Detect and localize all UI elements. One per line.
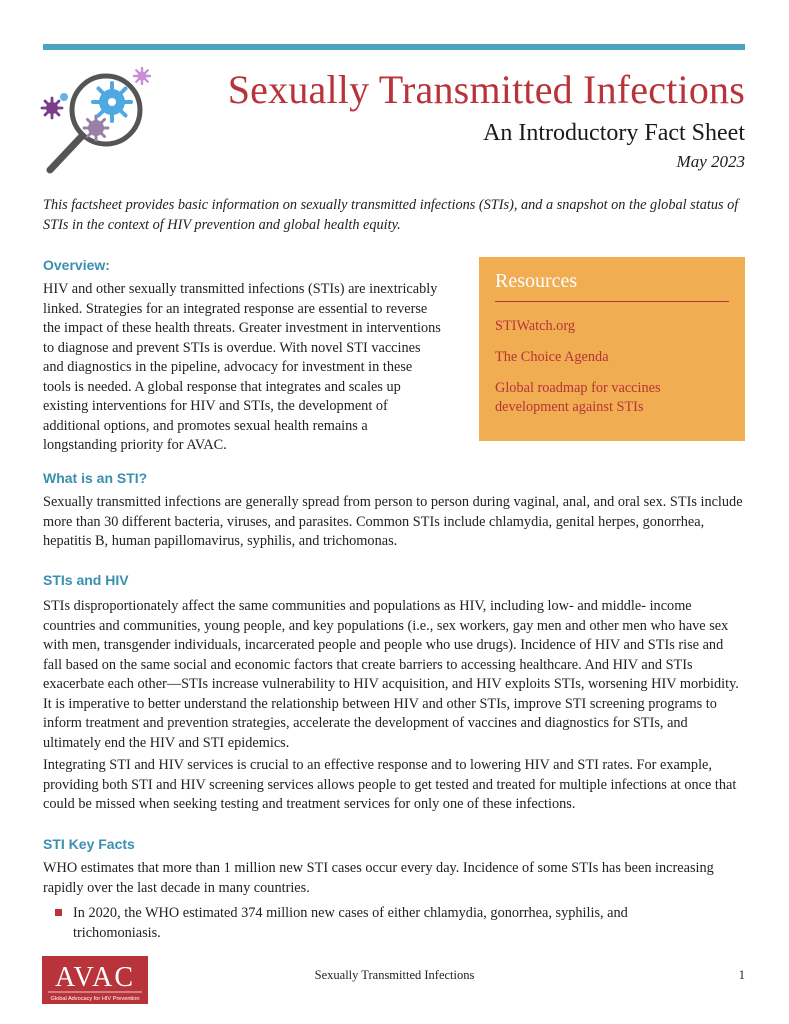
resource-link-stiwatch[interactable]: STIWatch.org <box>495 318 575 334</box>
stis-hiv-heading: STIs and HIV <box>43 572 129 588</box>
resources-box <box>479 257 745 441</box>
svg-text:Global Advocacy for HIV Preven: Global Advocacy for HIV Prevention <box>50 996 140 1002</box>
publication-date: May 2023 <box>676 152 745 171</box>
resources-title: Resources <box>495 270 578 292</box>
stis-hiv-paragraph-2: Integrating STI and HIV services is crucial to an effective response and to lowering HIV and STI rates. For example, providing both STI and HIV screening services allows people to get tested and treated for multiple infections at once that could be missed when seeking testing and treatment services for only one of these infections. <box>43 757 737 812</box>
page-title: Sexually Transmitted Infections <box>227 67 745 112</box>
overview-body: HIV and other sexually transmitted infections (STIs) are inextricably linked. Strategies for an integrated response are essential to reverse the impact of these health threats. Greater investment in interventions to diagnose and prevent STIs is overdue. With novel STI vaccines and diagnostics in the pipeline, advocacy for investment in these tools is needed. A global response that integrates and scales up existing interventions for HIV and STIs, the development of additional options, and promotes sexual health remains a longstanding priority for AVAC. <box>43 281 441 453</box>
bullet-text: In 2020, the WHO estimated 374 million new cases of either chlamydia, gonorrhea, syphilis, and trichomoniasis. <box>73 905 628 941</box>
page-subtitle: An Introductory Fact Sheet <box>483 120 745 146</box>
footer-title: Sexually Transmitted Infections <box>314 968 475 982</box>
intro-text: This factsheet provides basic information on sexually transmitted infections (STIs), and a snapshot on the global status of STIs in the context of HIV prevention and global health equity. <box>43 197 739 233</box>
svg-text:AVAC: AVAC <box>54 962 136 993</box>
what-is-sti-heading: What is an STI? <box>43 470 148 486</box>
overview-heading: Overview: <box>43 257 110 273</box>
key-facts-heading: STI Key Facts <box>43 836 135 852</box>
stis-hiv-paragraph-1: STIs disproportionately affect the same communities and populations as HIV, including low- and middle- income countries and communities, young people, and key populations (i.e., sex workers, gay men and other men who have sex with men, transgender individuals, incarcerated people and people who use drugs). Incidence of HIV and STIs rise and fall based on the same social and economic factors that create barriers to accessing healthcare. And HIV and STIs exacerbate each other—STIs increase vulnerability to HIV acquisition, and HIV exploits STIs, worsening HIV morbidity. It is imperative to better understand the relationship between HIV and other STIs, improve STI screening programs to inform treatment and prevention strategies, accelerate the development of vaccines and diagnostics for STIs, and ultimately end the HIV and STI epidemics. <box>43 598 739 751</box>
key-facts-body: WHO estimates that more than 1 million new STI cases occur every day. Incidence of some STIs has been increasing rapidly over the last decade in many countries. <box>43 860 714 896</box>
resources-divider <box>495 301 729 302</box>
magnifier-germs-icon <box>38 64 168 180</box>
top-rule <box>43 44 745 50</box>
bullet-square-icon <box>55 909 62 916</box>
resource-link-vaccine-roadmap[interactable]: Global roadmap for vaccines development against STIs <box>495 380 661 415</box>
page-number: 1 <box>738 968 745 982</box>
what-is-sti-body: Sexually transmitted infections are generally spread from person to person during vaginal, anal, and oral sex. STIs include more than 30 different bacteria, viruses, and parasites. Common STIs include chlamydia, genital herpes, gonorrhea, hepatitis B, human papillomavirus, syphilis, and trichomonas. <box>43 494 743 549</box>
resource-link-choice-agenda[interactable]: The Choice Agenda <box>495 349 609 365</box>
